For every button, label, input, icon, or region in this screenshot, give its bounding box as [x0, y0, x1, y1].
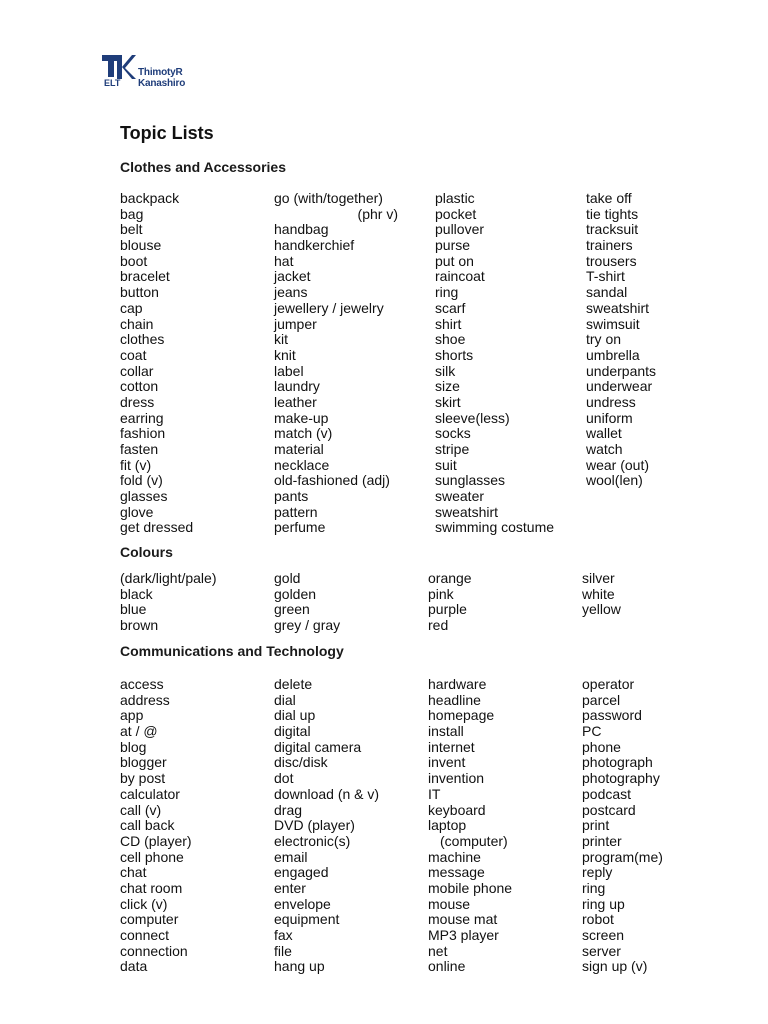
list-item: green [274, 601, 310, 618]
list-item: jacket [274, 268, 311, 285]
list-item: homepage [428, 707, 495, 724]
list-item: leather [274, 393, 317, 410]
list-item: download (n & v) [274, 785, 380, 802]
list-item: underpants [586, 362, 657, 379]
word-column [428, 677, 512, 975]
list-item: address [120, 691, 170, 708]
list-item: collar [120, 362, 154, 379]
list-item: keyboard [428, 801, 486, 818]
page-title: Topic Lists [120, 123, 214, 143]
list-item: black [120, 585, 153, 602]
list-item: glove [120, 503, 154, 520]
word-column [274, 571, 340, 634]
list-item: cotton [120, 378, 159, 395]
list-item: label [274, 362, 304, 379]
list-item: sunglasses [435, 472, 506, 489]
list-item: coat [120, 346, 147, 363]
list-item: gold [274, 570, 301, 586]
list-item: envelope [274, 895, 331, 912]
list-item: sandal [586, 284, 628, 301]
list-item: connect [120, 927, 170, 943]
list-item: scarf [435, 299, 466, 316]
list-item: fasten [120, 441, 159, 457]
logo-name-line2: Kanashiro [138, 78, 186, 89]
list-item: sleeve(less) [435, 409, 510, 426]
list-item: silver [582, 570, 615, 586]
list-item: ring up [582, 895, 625, 912]
list-item: swimming costume [435, 519, 555, 536]
list-item: online [428, 958, 466, 975]
word-column [274, 677, 379, 975]
list-item: engaged [274, 864, 329, 881]
list-item: plastic [435, 190, 475, 206]
list-item: machine [428, 848, 481, 865]
list-item: app [120, 707, 144, 724]
list-item: (computer) [440, 832, 508, 849]
list-item: fashion [120, 425, 166, 442]
list-item: suit [435, 456, 457, 473]
list-item: install [428, 723, 464, 740]
word-column [586, 191, 656, 489]
list-item: MP3 player [428, 927, 499, 943]
list-item: material [274, 441, 324, 457]
list-item: hardware [428, 676, 487, 692]
list-item: cell phone [120, 848, 184, 865]
list-item: tie tights [586, 205, 639, 222]
list-item: pullover [435, 221, 485, 238]
list-item: mobile phone [428, 879, 513, 896]
list-item: digital camera [274, 738, 362, 755]
list-item: jewellery / jewelry [274, 299, 384, 316]
list-item: mouse mat [428, 911, 498, 928]
list-item: pocket [435, 205, 477, 222]
list-item: sweatshirt [435, 503, 499, 520]
list-item: purple [428, 601, 467, 618]
list-item: undress [586, 393, 636, 410]
list-item: server [582, 942, 621, 959]
list-item: file [274, 942, 292, 959]
list-item: shoe [435, 331, 466, 348]
list-item: uniform [586, 409, 633, 426]
list-item: click (v) [120, 895, 168, 912]
list-item: go (with/together) [274, 190, 383, 206]
list-item: umbrella [586, 346, 640, 363]
list-item: computer [120, 911, 179, 928]
list-item: sweatshirt [586, 299, 650, 316]
list-item: white [582, 585, 615, 602]
list-item: chat [120, 864, 147, 881]
list-item: by post [120, 770, 166, 787]
list-item: wear (out) [586, 456, 650, 473]
list-item: program(me) [582, 848, 663, 865]
list-item: glasses [120, 488, 168, 505]
list-item: phone [582, 738, 621, 755]
word-column [120, 677, 192, 975]
list-item: ring [435, 284, 459, 301]
list-item: belt [120, 221, 143, 238]
list-item: parcel [582, 691, 621, 708]
list-item: try on [586, 331, 622, 348]
list-item: blog [120, 738, 147, 755]
logo [102, 53, 212, 93]
list-item: boot [120, 252, 148, 269]
list-item: button [120, 284, 159, 301]
list-item: pink [428, 585, 454, 602]
list-item: print [582, 817, 610, 834]
word-column [582, 677, 663, 975]
list-item: ring [582, 879, 606, 896]
list-item: dial [274, 691, 296, 708]
list-item: PC [582, 723, 602, 740]
list-item: dot [274, 770, 294, 787]
list-item: dial up [274, 707, 316, 724]
list-item: chat room [120, 879, 183, 896]
list-item: printer [582, 832, 622, 849]
list-item: jumper [274, 315, 317, 332]
section-heading-colours: Colours [120, 544, 173, 560]
list-item: size [435, 378, 460, 395]
list-item: stripe [435, 441, 470, 457]
list-item: email [274, 848, 308, 865]
list-item: get dressed [120, 519, 194, 536]
list-item: make-up [274, 409, 329, 426]
list-item: sign up (v) [582, 958, 648, 975]
list-item: internet [428, 738, 475, 755]
list-item: photography [582, 770, 660, 787]
list-item: backpack [120, 190, 180, 206]
list-item: golden [274, 585, 317, 602]
list-item: watch [586, 441, 623, 457]
list-item: silk [435, 362, 456, 379]
list-item: pants [274, 488, 309, 505]
list-item: hat [274, 252, 294, 269]
list-item: digital [274, 723, 311, 740]
list-item: fax [274, 927, 293, 943]
list-item: laundry [274, 378, 320, 395]
word-column [120, 571, 217, 634]
list-item: put on [435, 252, 474, 269]
list-item: trainers [586, 237, 633, 254]
word-column [582, 571, 621, 618]
list-item: purse [435, 237, 471, 254]
list-item: net [428, 942, 448, 959]
list-item: trousers [586, 252, 637, 269]
list-item: red [428, 617, 449, 634]
logo-elt-text: ELT [104, 78, 121, 88]
list-item: fit (v) [120, 456, 152, 473]
list-item: yellow [582, 601, 621, 618]
list-item: photograph [582, 754, 653, 771]
list-item: fold (v) [120, 472, 163, 489]
word-column [435, 191, 554, 536]
list-item: data [120, 958, 148, 975]
list-item: drag [274, 801, 303, 818]
list-item: IT [428, 785, 441, 802]
word-column [428, 571, 472, 634]
list-item: clothes [120, 331, 165, 348]
list-item: reply [582, 864, 613, 881]
list-item: mouse [428, 895, 471, 912]
list-item: pattern [274, 503, 318, 520]
list-item: blue [120, 601, 147, 618]
list-item: podcast [582, 785, 632, 802]
logo-name-line1: ThimotyR [138, 67, 183, 78]
list-item: (phr v) [357, 205, 398, 222]
list-item: tracksuit [586, 221, 639, 238]
list-item: electronic(s) [274, 832, 351, 849]
list-item: raincoat [435, 268, 485, 285]
list-item: invent [428, 754, 466, 771]
list-item: earring [120, 409, 164, 426]
list-item: delete [274, 676, 313, 692]
list-item: perfume [274, 519, 326, 536]
list-item: grey / gray [274, 617, 341, 634]
list-item: calculator [120, 785, 180, 802]
list-item: blouse [120, 237, 162, 254]
list-item: chain [120, 315, 154, 332]
section-heading-clothes: Clothes and Accessories [120, 159, 286, 175]
list-item: cap [120, 299, 143, 316]
list-item: take off [586, 190, 632, 206]
list-item: jeans [274, 284, 308, 301]
list-item: headline [428, 691, 481, 708]
list-item: hang up [274, 958, 325, 975]
list-item: necklace [274, 456, 330, 473]
list-item: sweater [435, 488, 485, 505]
list-item: CD (player) [120, 832, 192, 849]
list-item: laptop [428, 817, 467, 834]
list-item: message [428, 864, 485, 881]
list-item: invention [428, 770, 485, 787]
list-item: shirt [435, 315, 462, 332]
list-item: orange [428, 570, 472, 586]
word-column [274, 191, 398, 536]
section-heading-comms: Communications and Technology [120, 643, 344, 659]
list-item: disc/disk [274, 754, 328, 771]
list-item: call (v) [120, 801, 162, 818]
list-item: DVD (player) [274, 817, 355, 834]
list-item: blogger [120, 754, 167, 771]
list-item: screen [582, 927, 625, 943]
list-item: T-shirt [586, 268, 625, 285]
list-item: dress [120, 393, 155, 410]
list-item: (dark/light/pale) [120, 570, 217, 586]
list-item: bag [120, 205, 144, 222]
list-item: bracelet [120, 268, 170, 285]
list-item: handbag [274, 221, 329, 238]
list-item: handkerchief [274, 237, 355, 254]
list-item: old-fashioned (adj) [274, 472, 390, 489]
list-item: enter [274, 879, 306, 896]
list-item: wallet [586, 425, 622, 442]
list-item: socks [435, 425, 471, 442]
list-item: robot [582, 911, 614, 928]
list-item: access [120, 676, 164, 692]
list-item: swimsuit [586, 315, 640, 332]
list-item: operator [582, 676, 635, 692]
list-item: shorts [435, 346, 474, 363]
list-item: postcard [582, 801, 636, 818]
list-item: at / @ [120, 723, 158, 740]
list-item: connection [120, 942, 188, 959]
word-column [120, 191, 193, 536]
list-item: underwear [586, 378, 653, 395]
list-item: wool(len) [586, 472, 643, 489]
list-item: match (v) [274, 425, 333, 442]
list-item: kit [274, 331, 288, 348]
list-item: knit [274, 346, 296, 363]
list-item: equipment [274, 911, 340, 928]
list-item: skirt [435, 393, 461, 410]
list-item: call back [120, 817, 175, 834]
list-item: brown [120, 617, 159, 634]
list-item: password [582, 707, 642, 724]
